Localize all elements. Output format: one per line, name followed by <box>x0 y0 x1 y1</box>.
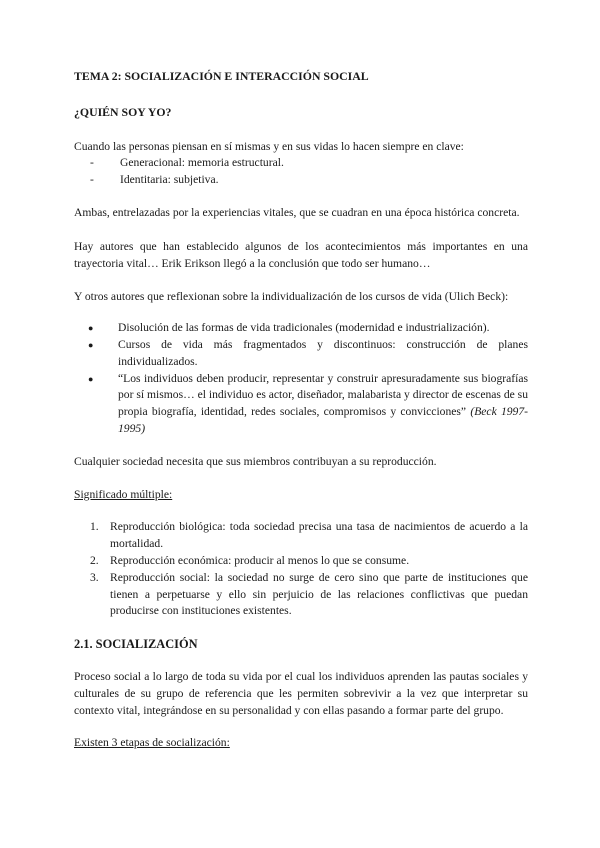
quote-citation: (Beck 1997-1995) <box>118 405 528 435</box>
etapas-label: Existen 3 etapas de socialización: <box>74 736 230 750</box>
bullet-list <box>74 320 528 438</box>
numbered-item: 3. Reproducción social: la sociedad no surge de cero sino que parte de instituciones que tienen a perpetuarse y ello sin perjuicio de las relaciones conflictivas que puedan producirse con instituciones existentes. <box>90 570 528 618</box>
significado-multiple-label: Significado múltiple: <box>74 487 173 501</box>
numbered-item: 1. Reproducción biológica: toda sociedad precisa una tasa de nacimientos de acuerdo a la mortalidad. <box>90 520 528 551</box>
document-body <box>74 68 528 752</box>
paragraph-intro: Cuando las personas piensan en sí mismas y en sus vidas lo hacen siempre en clave: <box>74 139 464 153</box>
dash-item: - Identitaria: subjetiva. <box>90 173 219 187</box>
dash-list <box>74 155 528 189</box>
numbered-list <box>74 519 528 620</box>
dash-item: - Generacional: memoria estructural. <box>90 156 284 170</box>
bullet-item: ● Cursos de vida más fragmentados y discontinuos: construcción de planes individualizados. <box>88 337 528 368</box>
bullet-item-quote: ● “Los individuos deben producir, representar y construir apresuradamente sus biografías por sí mismos… el individuo es actor, diseñador, malabarista y director de escenas de su propia biografía, identidad, redes sociales, compromisos y convicciones” (Beck 1997-1995) <box>88 371 528 435</box>
paragraph-otros-autores: Y otros autores que reflexionan sobre la individualización de los cursos de vida (Ulich Beck): <box>74 290 509 304</box>
paragraph-autores: Hay autores que han establecido algunos de los acontecimientos más importantes en una trayectoria vital… Erik Erikson llegó a la conclusión que todo ser humano… <box>74 239 528 270</box>
document-title: TEMA 2: SOCIALIZACIÓN E INTERACCIÓN SOCIAL <box>74 69 369 83</box>
paragraph-proceso-social: Proceso social a lo largo de toda su vida por el cual los individuos aprenden las pautas sociales y culturales de su grupo de referencia que les permiten sobrevivir a la vez que interpretar su contexto vital, integrándose en su personalidad y con ellas pasando a formar parte del grupo. <box>74 669 528 717</box>
section-heading-socializacion: 2.1. SOCIALIZACIÓN <box>74 637 198 652</box>
paragraph-ambas: Ambas, entrelazadas por la experiencias vitales, que se cuadran en una época histórica concreta. <box>74 205 520 219</box>
numbered-item: 2. Reproducción económica: producir al menos lo que se consume. <box>90 553 410 567</box>
paragraph-cualquier-sociedad: Cualquier sociedad necesita que sus miembros contribuyan a su reproducción. <box>74 454 437 468</box>
bullet-item: ● Disolución de las formas de vida tradicionales (modernidad e industrialización). <box>88 321 490 335</box>
subtitle-quien-soy-yo: ¿QUIÉN SOY YO? <box>74 104 172 119</box>
